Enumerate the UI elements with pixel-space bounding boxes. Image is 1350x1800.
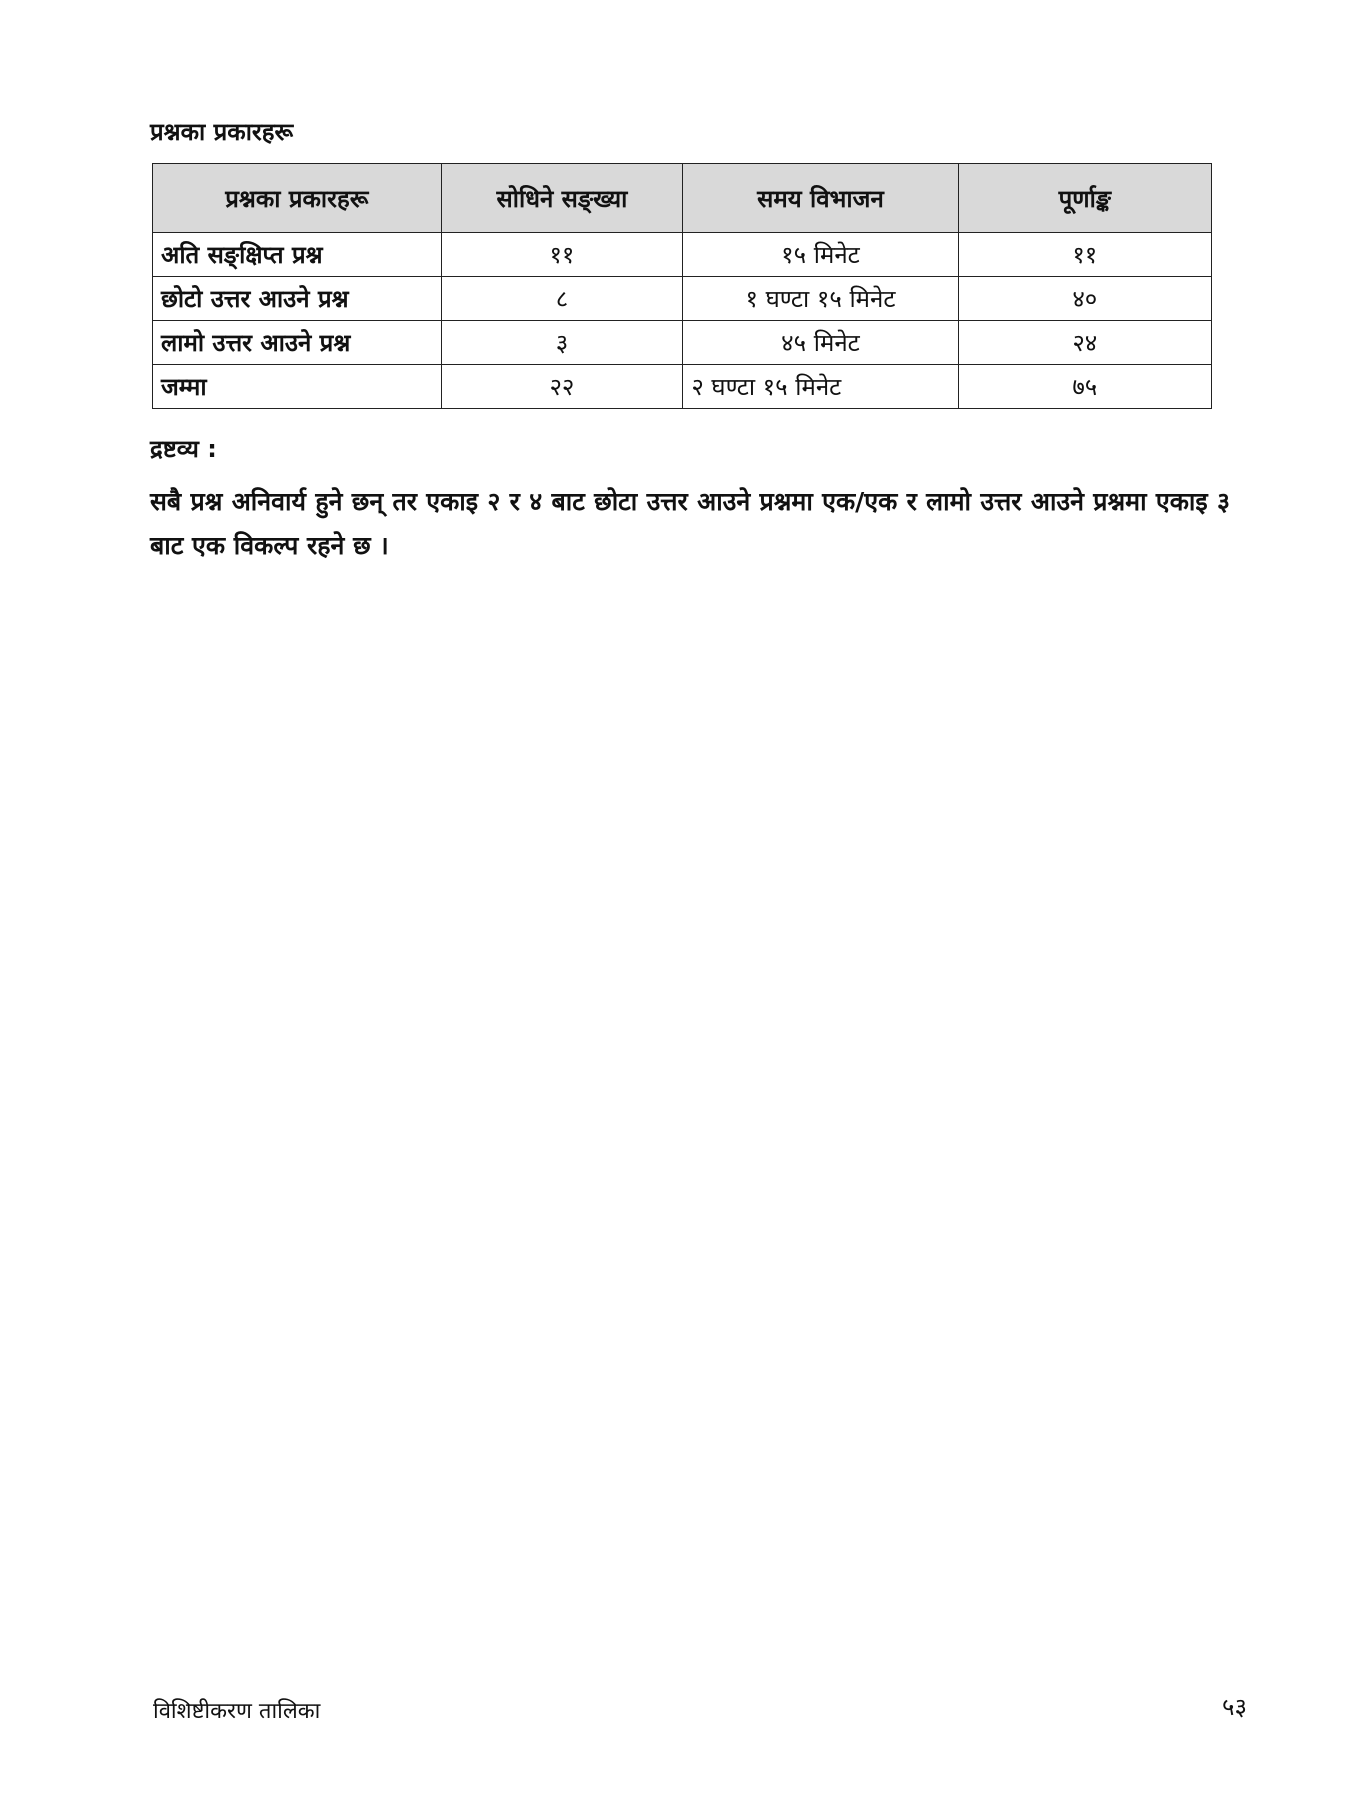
section-title: प्रश्नका प्रकारहरू — [150, 118, 294, 146]
cell-question-count: ११ — [441, 233, 683, 277]
cell-total-count: २२ — [441, 365, 683, 409]
cell-question-count: ३ — [441, 321, 683, 365]
cell-time-allocation: १ घण्टा १५ मिनेट — [683, 277, 958, 321]
cell-question-type: अति सङ्क्षिप्त प्रश्न — [153, 233, 442, 277]
cell-total-label: जम्मा — [153, 365, 442, 409]
header-question-type: प्रश्नका प्रकारहरू — [153, 164, 442, 233]
header-time-allocation: समय विभाजन — [683, 164, 958, 233]
note-text: सबै प्रश्न अनिवार्य हुने छन् तर एकाइ २ र ४ बाट छोटा उत्तर आउने प्रश्नमा एक/एक र लामो उत्तर आउने प्रश्नमा एकाइ ३ बाट एक विकल्प रहने छ । — [150, 487, 1230, 560]
table-row — [153, 321, 1212, 365]
cell-full-marks: २४ — [958, 321, 1211, 365]
cell-total-time: २ घण्टा १५ मिनेट — [683, 365, 958, 409]
cell-full-marks: ११ — [958, 233, 1211, 277]
header-question-count: सोधिने सङ्ख्या — [441, 164, 683, 233]
table-row — [153, 277, 1212, 321]
table-header-row — [153, 164, 1212, 233]
cell-time-allocation: ४५ मिनेट — [683, 321, 958, 365]
table-row-total — [153, 365, 1212, 409]
note-label: द्रष्टव्य : — [150, 435, 217, 463]
cell-full-marks: ४० — [958, 277, 1211, 321]
footer-title: विशिष्टीकरण तालिका — [153, 1699, 321, 1724]
cell-time-allocation: १५ मिनेट — [683, 233, 958, 277]
cell-question-type: छोटो उत्तर आउने प्रश्न — [153, 277, 442, 321]
header-full-marks: पूर्णाङ्क — [958, 164, 1211, 233]
cell-question-count: ८ — [441, 277, 683, 321]
cell-total-marks: ७५ — [958, 365, 1211, 409]
question-types-table — [152, 163, 1212, 409]
table-row — [153, 233, 1212, 277]
cell-question-type: लामो उत्तर आउने प्रश्न — [153, 321, 442, 365]
page-number: ५३ — [1222, 1693, 1247, 1721]
